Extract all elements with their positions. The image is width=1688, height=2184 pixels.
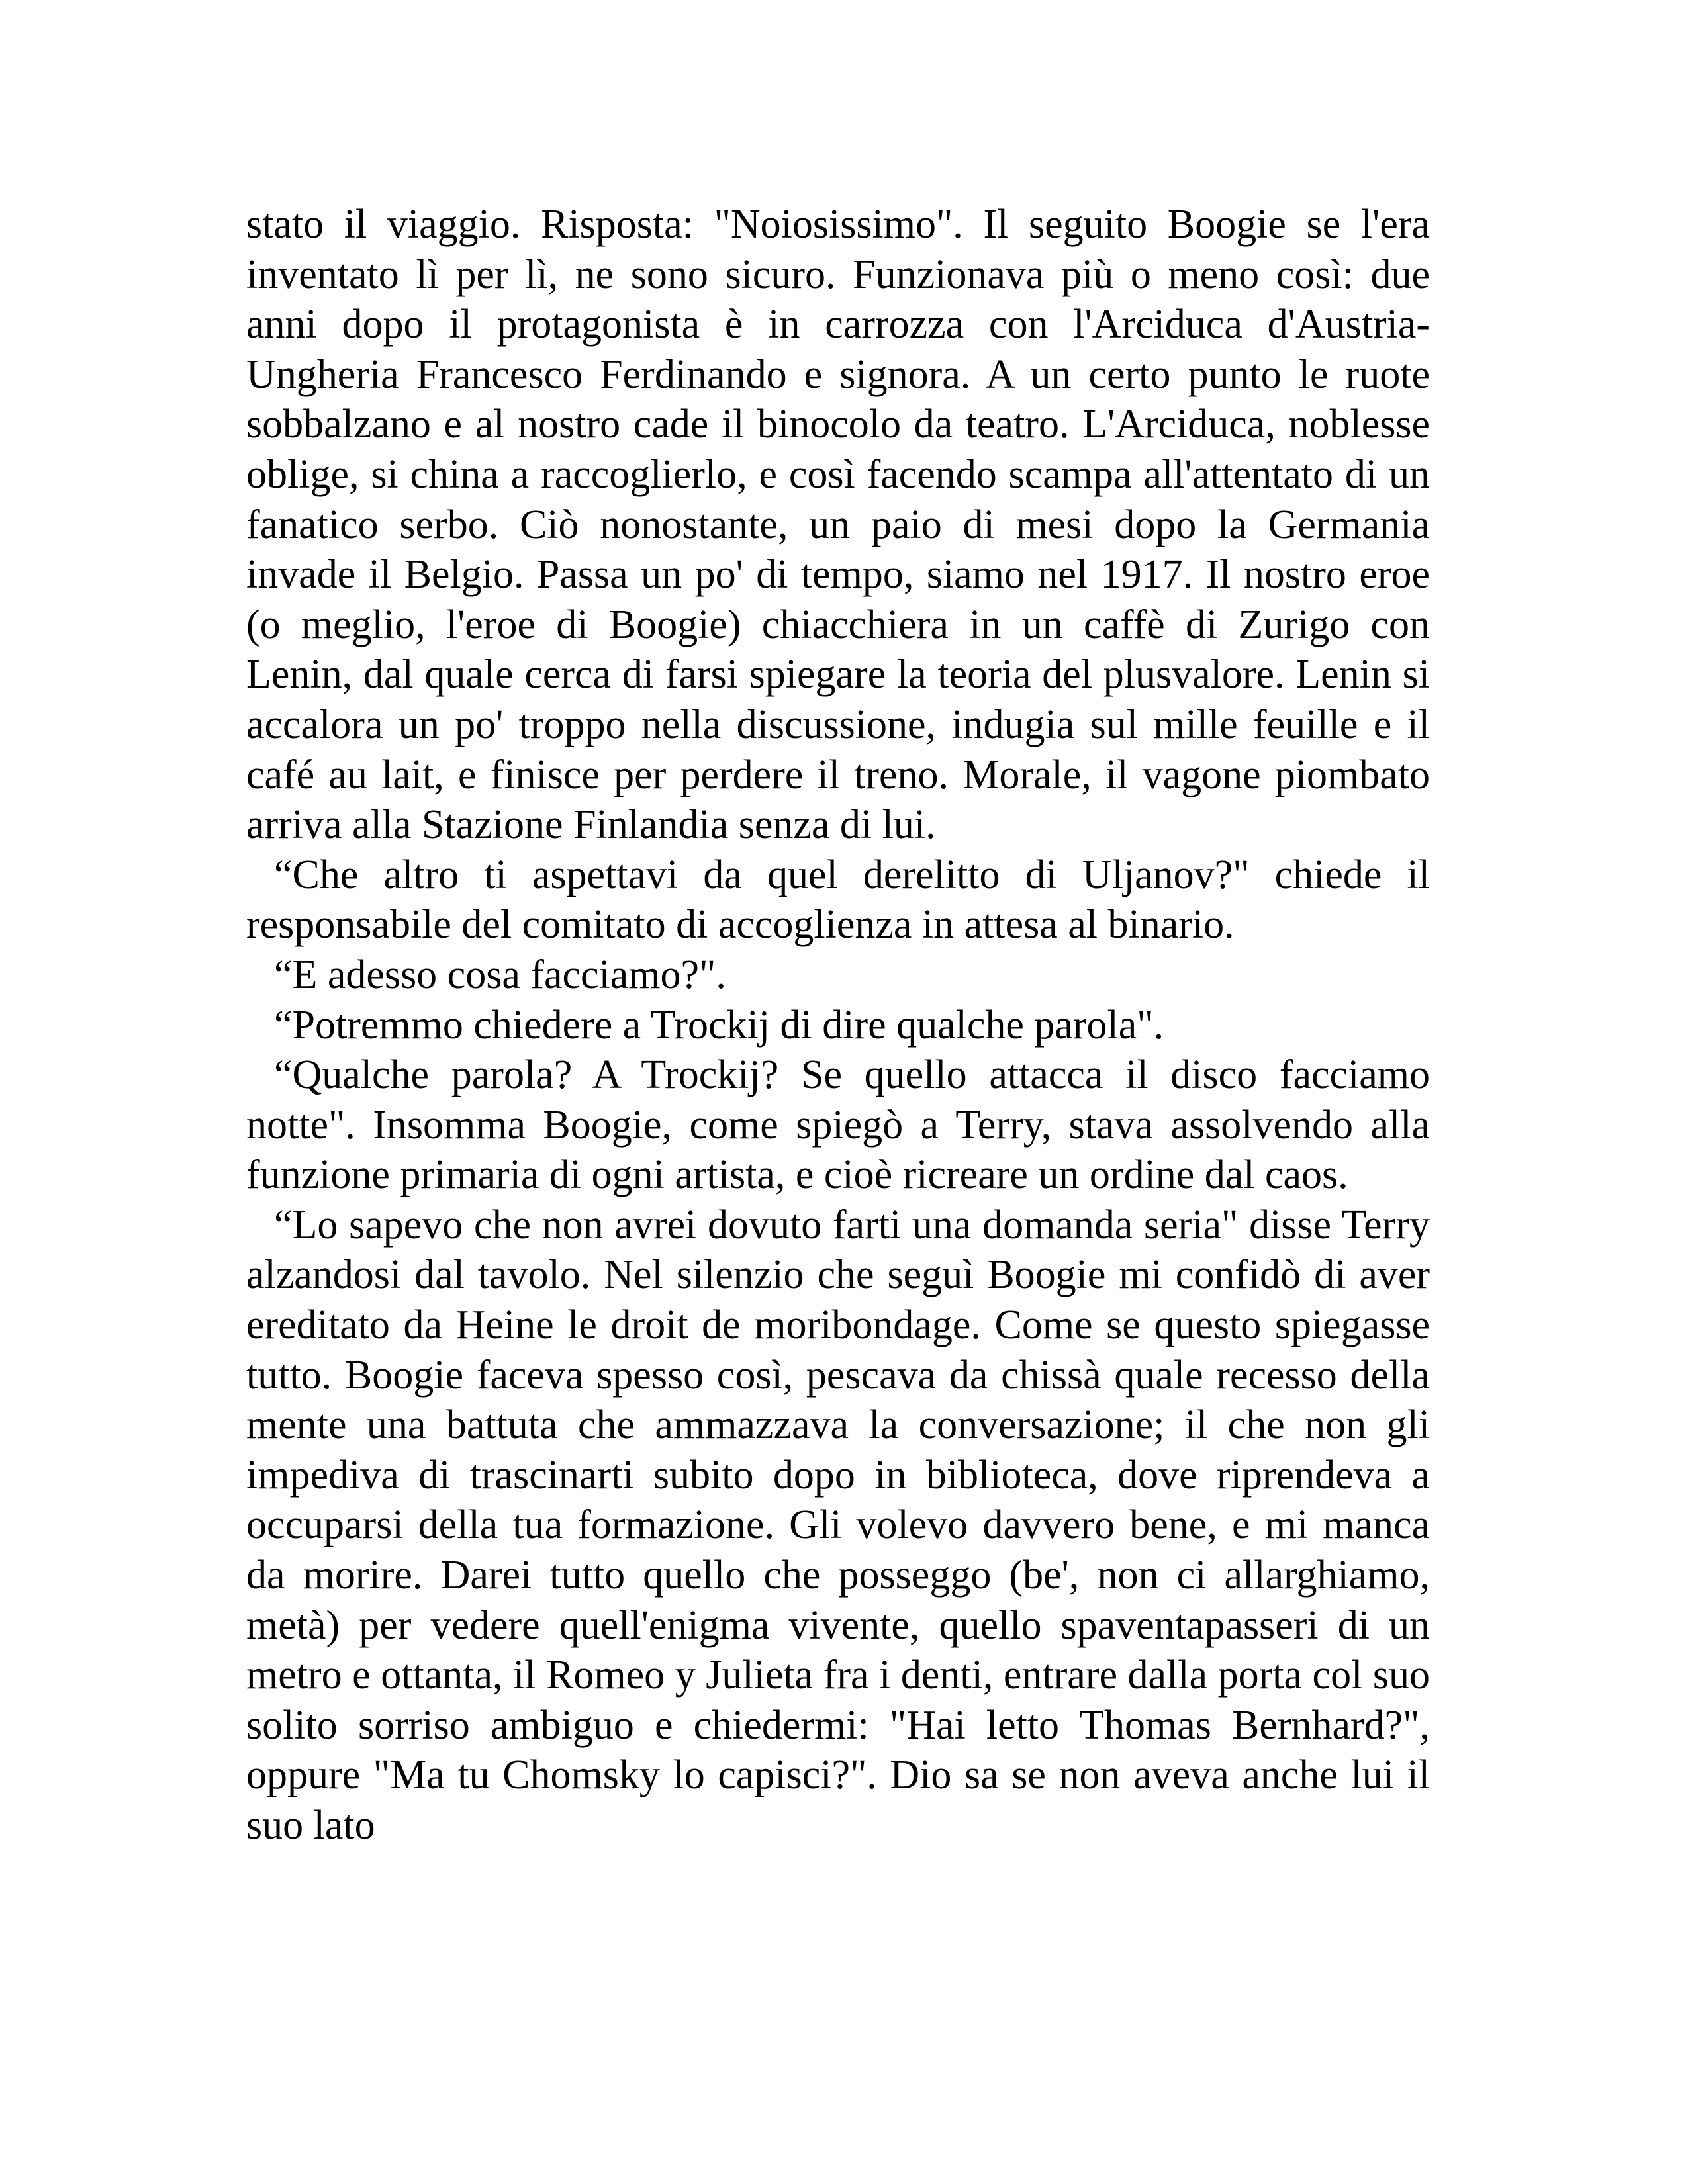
paragraph-3: “E adesso cosa facciamo?". [274, 952, 726, 997]
paragraph-1: stato il viaggio. Risposta: "Noiosissimo". Il seguito Boogie se l'era inventato lì per lì, ne sono sicuro. Funzionava più o meno così: due anni dopo il protagonista è in carrozza con l'Arciduca d'Austria-Ungheria Francesco Ferdinando e signora. A un certo punto le ruote sobbalzano e al nostro cade il binocolo da teatro. L'Arciduca, noblesse oblige, si china a raccoglierlo, e così facendo scampa all'attentato di un fanatico serbo. Ciò nonostante, un paio di mesi dopo la Germania invade il Belgio. Passa un po' di tempo, siamo nel 1917. Il nostro eroe (o meglio, l'eroe di Boogie) chiacchiera in un caffè di Zurigo con Lenin, dal quale cerca di farsi spiegare la teoria del plusvalore. Lenin si accalora un po' troppo nella discussione, indugia sul mille feuille e il café au lait, e finisce per perdere il treno. Morale, il vagone piombato arriva alla Stazione Finlandia senza di lui. [246, 202, 1430, 848]
paragraph-2: “Che altro ti aspettavi da quel derelitto di Uljanov?" chiede il responsabile del comitato di accoglienza in attesa al binario. [246, 852, 1430, 948]
body-text [246, 200, 1430, 1851]
paragraph-6: “Lo sapevo che non avrei dovuto farti una domanda seria" disse Terry alzandosi dal tavolo. Nel silenzio che seguì Boogie mi confidò di aver ereditato da Heine le droit de moribondage. Come se questo spiegasse tutto. Boogie faceva spesso così, pescava da chissà quale recesso della mente una battuta che ammazzava la conversazione; il che non gli impediva di trascinarti subito dopo in biblioteca, dove riprendeva a occuparsi della tua formazione. Gli volevo davvero bene, e mi manca da morire. Darei tutto quello che posseggo (be', non ci allarghiamo, metà) per vedere quell'enigma vivente, quello spaventapasseri di un metro e ottanta, il Romeo y Julieta fra i denti, entrare dalla porta col suo solito sorriso ambiguo e chiedermi: "Hai letto Thomas Bernhard?", oppure "Ma tu Chomsky lo capisci?". Dio sa se non aveva anche lui il suo lato [246, 1202, 1430, 1848]
paragraph-5: “Qualche parola? A Trockij? Se quello attacca il disco facciamo notte". Insomma Boogie, come spiegò a Terry, stava assolvendo alla funzione primaria di ogni artista, e cioè ricreare un ordine dal caos. [246, 1052, 1430, 1198]
paragraph-4: “Potremmo chiedere a Trockij di dire qualche parola". [274, 1002, 1164, 1048]
